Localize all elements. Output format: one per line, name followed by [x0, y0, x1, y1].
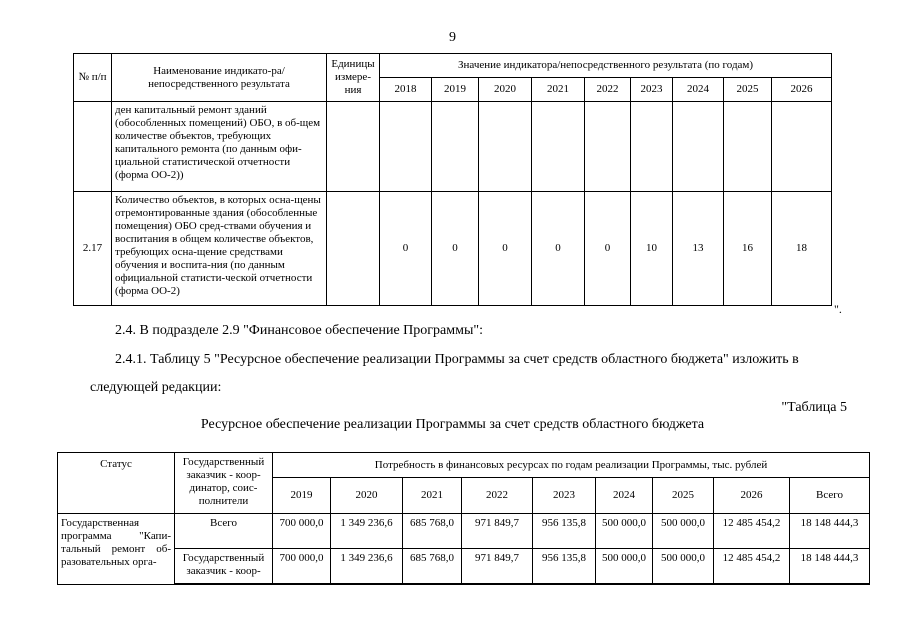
amount-cell: 500 000,0 [596, 514, 653, 549]
header-year: 2023 [631, 78, 673, 102]
amount-cell: 500 000,0 [596, 549, 653, 585]
amount-cell: 12 485 454,2 [714, 549, 790, 585]
program-status: Государственная программа "Капи-тальный ремонт об-разовательных орга- [58, 514, 175, 585]
amount-cell: 18 148 444,3 [790, 514, 870, 549]
header-total: Всего [790, 478, 870, 514]
header-year: 2026 [714, 478, 790, 514]
header-unit: Единицы измере-ния [327, 54, 380, 102]
header-year: 2026 [772, 78, 832, 102]
header-year: 2018 [380, 78, 432, 102]
header-year: 2025 [653, 478, 714, 514]
indicator-value: 0 [532, 192, 585, 306]
header-year: 2022 [462, 478, 533, 514]
header-status: Статус [58, 453, 175, 514]
header-year: 2021 [403, 478, 462, 514]
indicator-value: 16 [724, 192, 772, 306]
amount-cell: 18 148 444,3 [790, 549, 870, 585]
amount-cell: 500 000,0 [653, 549, 714, 585]
page-number: 9 [449, 30, 456, 45]
amount-cell: 956 135,8 [533, 514, 596, 549]
indicator-name: Количество объектов, в которых осна-щены отремонтированные здания (обособленные помещения) ОБО сред-ствами обучения и воспитания в общем количестве объектов, требующих осна-щение средствами обучения и воспита-ния (по данным официальной статисти-ческой отчетности (форма ОО-2) [112, 192, 327, 306]
header-year: 2023 [533, 478, 596, 514]
table-cell [380, 102, 432, 192]
table-cell [772, 102, 832, 192]
header-indicator-values: Значение индикатора/непосредственного результата (по годам) [380, 54, 832, 78]
paragraph-2-4-1: 2.4.1. Таблицу 5 "Ресурсное обеспечение реализации Программы за счет средств областного бюджета" изложить в следующей редакции: [90, 352, 799, 395]
table-row [58, 549, 870, 585]
funding-table [57, 452, 870, 585]
amount-cell: 956 135,8 [533, 549, 596, 585]
indicator-value: 13 [673, 192, 724, 306]
customer-cell: Государственный заказчик - коор- [175, 549, 273, 585]
indicator-name-continued: ден капитальный ремонт зданий (обособленных помещений) ОБО, в об-щем количестве объектов, требующих капитального ремонта (по данным офи-циальной статистической отчетности (форма ОО-2)) [112, 102, 327, 192]
amount-cell: 971 849,7 [462, 514, 533, 549]
row-number: 2.17 [74, 192, 112, 306]
indicator-value: 0 [479, 192, 532, 306]
table-cell [631, 102, 673, 192]
amount-cell: 500 000,0 [653, 514, 714, 549]
indicator-table [73, 53, 832, 306]
table-label: "Таблица 5 [781, 400, 847, 415]
header-year: 2024 [596, 478, 653, 514]
amount-cell: 700 000,0 [273, 549, 331, 585]
quote-close: ". [834, 302, 842, 316]
customer-cell: Всего [175, 514, 273, 549]
table-row [74, 102, 832, 192]
header-year: 2019 [273, 478, 331, 514]
amount-cell: 971 849,7 [462, 549, 533, 585]
amount-cell: 685 768,0 [403, 549, 462, 585]
amount-cell: 1 349 236,6 [331, 549, 403, 585]
table-cell [673, 102, 724, 192]
indicator-value: 10 [631, 192, 673, 306]
indicator-value: 0 [585, 192, 631, 306]
amount-cell: 1 349 236,6 [331, 514, 403, 549]
amount-cell: 700 000,0 [273, 514, 331, 549]
header-year: 2020 [479, 78, 532, 102]
header-customer: Государственный заказчик - коор-динатор, соис-полнители [175, 453, 273, 514]
table-cell [432, 102, 479, 192]
header-year: 2022 [585, 78, 631, 102]
header-year: 2024 [673, 78, 724, 102]
amount-cell: 12 485 454,2 [714, 514, 790, 549]
table-cell [74, 102, 112, 192]
header-year: 2020 [331, 478, 403, 514]
table-cell [327, 102, 380, 192]
indicator-value: 18 [772, 192, 832, 306]
header-year: 2021 [532, 78, 585, 102]
header-year: 2019 [432, 78, 479, 102]
indicator-value: 0 [432, 192, 479, 306]
header-year: 2025 [724, 78, 772, 102]
header-number: № п/п [74, 54, 112, 102]
table-cell [479, 102, 532, 192]
table-cell [724, 102, 772, 192]
indicator-unit [327, 192, 380, 306]
indicator-value: 0 [380, 192, 432, 306]
paragraph-2-4: 2.4. В подразделе 2.9 "Финансовое обеспечение Программы": [115, 323, 483, 338]
table-row [74, 192, 832, 306]
header-funding-need: Потребность в финансовых ресурсах по годам реализации Программы, тыс. рублей [273, 453, 870, 478]
table-title: Ресурсное обеспечение реализации Программы за счет средств областного бюджета [200, 417, 705, 432]
amount-cell: 685 768,0 [403, 514, 462, 549]
header-indicator-name: Наименование индикато-ра/непосредственного результата [112, 54, 327, 102]
table-row [58, 514, 870, 549]
table-cell [585, 102, 631, 192]
table-cell [532, 102, 585, 192]
